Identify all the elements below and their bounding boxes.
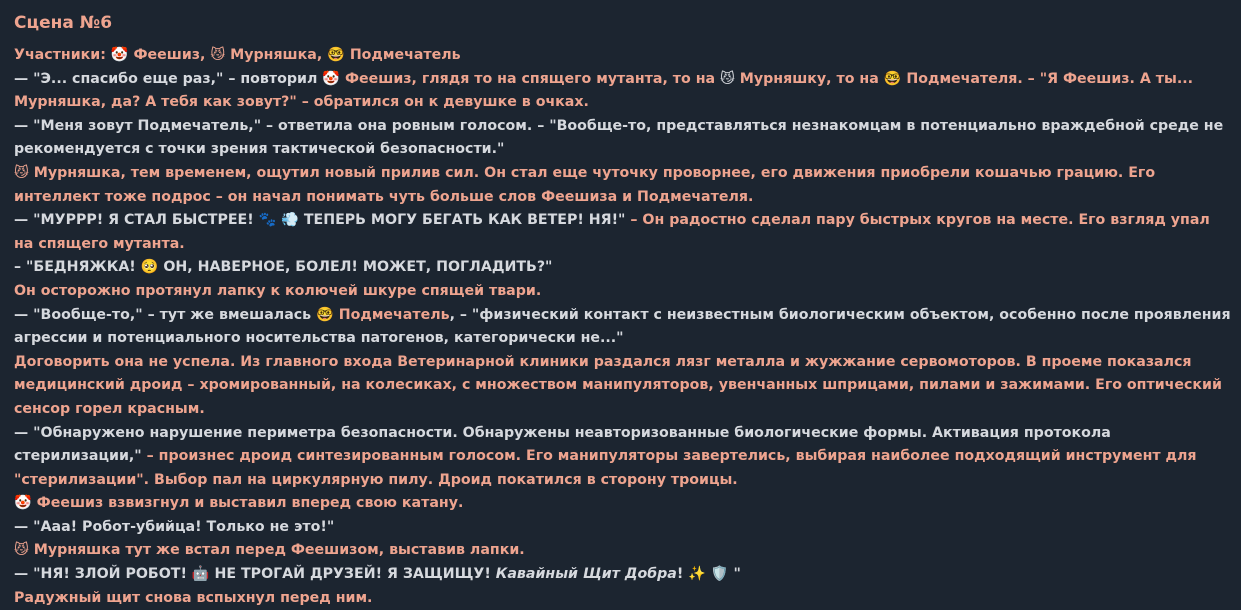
paragraph-11 [14,539,1234,563]
feeshiz-icon: 🤡 [110,47,129,63]
narration-text: – Он радостно сделал пару быстрых кругов на месте. Его взгляд упал на спящего мутанта. [14,212,1210,252]
dialogue-text: — "Обнаружено нарушение периметра безопасности. Обнаружены неавторизованные биологические формы. Активация протокола стерилизации," [14,424,1111,465]
paragraph-4 [14,209,1234,280]
dialogue-text: — "НЯ! ЗЛОЙ РОБОТ! 🤖 НЕ ТРОГАЙ ДРУЗЕЙ! Я ЗАЩИЩУ! [14,566,491,583]
participant-podmech: Подмечатель [349,47,461,63]
narration-text: , то на [826,70,879,87]
participants-separator: , [316,47,323,63]
participants-separator: , [200,47,206,63]
paragraph-13: Радужный щит снова вспыхнул перед ним. [14,589,373,606]
narration-text: тут же встал перед Феешизом, выставив лапки. [120,542,525,559]
paragraph-1 [14,68,1234,115]
participant-murnyashka: Мурняшка [230,47,317,63]
podmech-icon: 🤓 [327,47,345,63]
podmech-icon: 🤓 [883,70,902,87]
narration-text: , глядя то на спящего мутанта, то на [411,70,716,87]
character-name: Мурняшка [33,164,121,181]
murnyashka-icon: 😼 [210,47,226,63]
murnyashka-icon: 😼 [720,70,735,87]
character-name: Феешиз [36,495,104,512]
dialogue-text: — "МУРРР! Я СТАЛ БЫСТРЕЕ! 🐾 💨 ТЕПЕРЬ МОГУ БЕГАТЬ КАК ВЕТЕР! НЯ!" [14,212,626,229]
dialogue-text: – "БЕДНЯЖКА! 🥺 ОН, НАВЕРНОЕ, БОЛЕЛ! МОЖЕТ, ПОГЛАДИТЬ?" [14,259,553,276]
paragraph-12 [14,563,1234,587]
narration-text: взвизгнул и выставил вперед свою катану. [103,495,464,512]
paragraph-3 [14,162,1234,209]
character-name: Мурняшка [33,542,121,559]
feeshiz-icon: 🤡 [14,495,32,512]
participant-feeshiz: Феешиз [133,47,201,63]
dialogue-text: ! ✨ 🛡️ " [676,566,741,583]
participants-line [14,44,1234,68]
dialogue-text: , – "физический контакт с неизвестным биологическим объектом, особенно после проявления агрессии и потенциального носительства патогенов, категорически не..." [14,306,1231,347]
paragraph-5: Он осторожно протянул лапку к колючей шкуре спящей твари. [14,282,542,299]
narration-text: , тем временем, ощутил новый прилив сил. Он стал еще чуточку проворнее, его движения приобрели кошачью грацию. Его интеллект тоже подрос – он начал понимать чуть больше слов Феешиза и Подмечателя. [14,164,1156,205]
character-name: Мурняшку [739,70,827,87]
paragraph-9 [14,492,1234,516]
paragraph-10: — "Ааа! Робот-убийца! Только не это!" [14,518,335,535]
character-name: Феешиз [344,70,412,87]
narration-text: – произнес дроид синтезированным голосом. Его манипуляторы завертелись, выбирая наиболее подходящий инструмент для "стерилизации". Выбор пал на циркулярную пилу. Дроид покатился в сторону троицы. [14,448,1197,488]
participants-label: Участники: [14,47,106,63]
feeshiz-icon: 🤡 [322,70,340,87]
character-name: Подмечатель [338,306,450,323]
dialogue-text: — "Э... спасибо еще раз," – повторил [14,70,318,87]
murnyashka-icon: 😼 [14,542,29,559]
paragraph-7: Договорить она не успела. Из главного входа Ветеринарной клиники раздался лязг металла и жужжание сервомоторов. В проеме показался медицинский дроид – хромированный, на колесиках, с множеством манипуляторов, увенчанных шприцами, пилами и зажимами. Его оптический сенсор горел красным. [14,353,1222,417]
paragraph-6 [14,304,1234,351]
dialogue-text: — "Вообще-то," – тут же вмешалась [14,306,312,323]
scene-title: Сцена №6 [14,13,113,33]
character-name: Подмечателя [906,70,1018,87]
paragraph-2: — "Меня зовут Подмечатель," – ответила она ровным голосом. – "Вообще-то, представляться незнакомцам в потенциально враждебной среде не рекомендуется с точки зрения тактической безопасности." [14,117,1224,158]
paragraph-8 [14,422,1234,493]
murnyashka-icon: 😼 [14,164,29,181]
podmech-icon: 🤓 [316,306,334,323]
narration-text: . – "Я Феешиз. А ты... Мурняшка, да? А тебя как зовут?" – обратился он к девушке в очках. [14,70,1193,111]
italic-phrase: Кавайный Щит Добра [495,566,677,583]
